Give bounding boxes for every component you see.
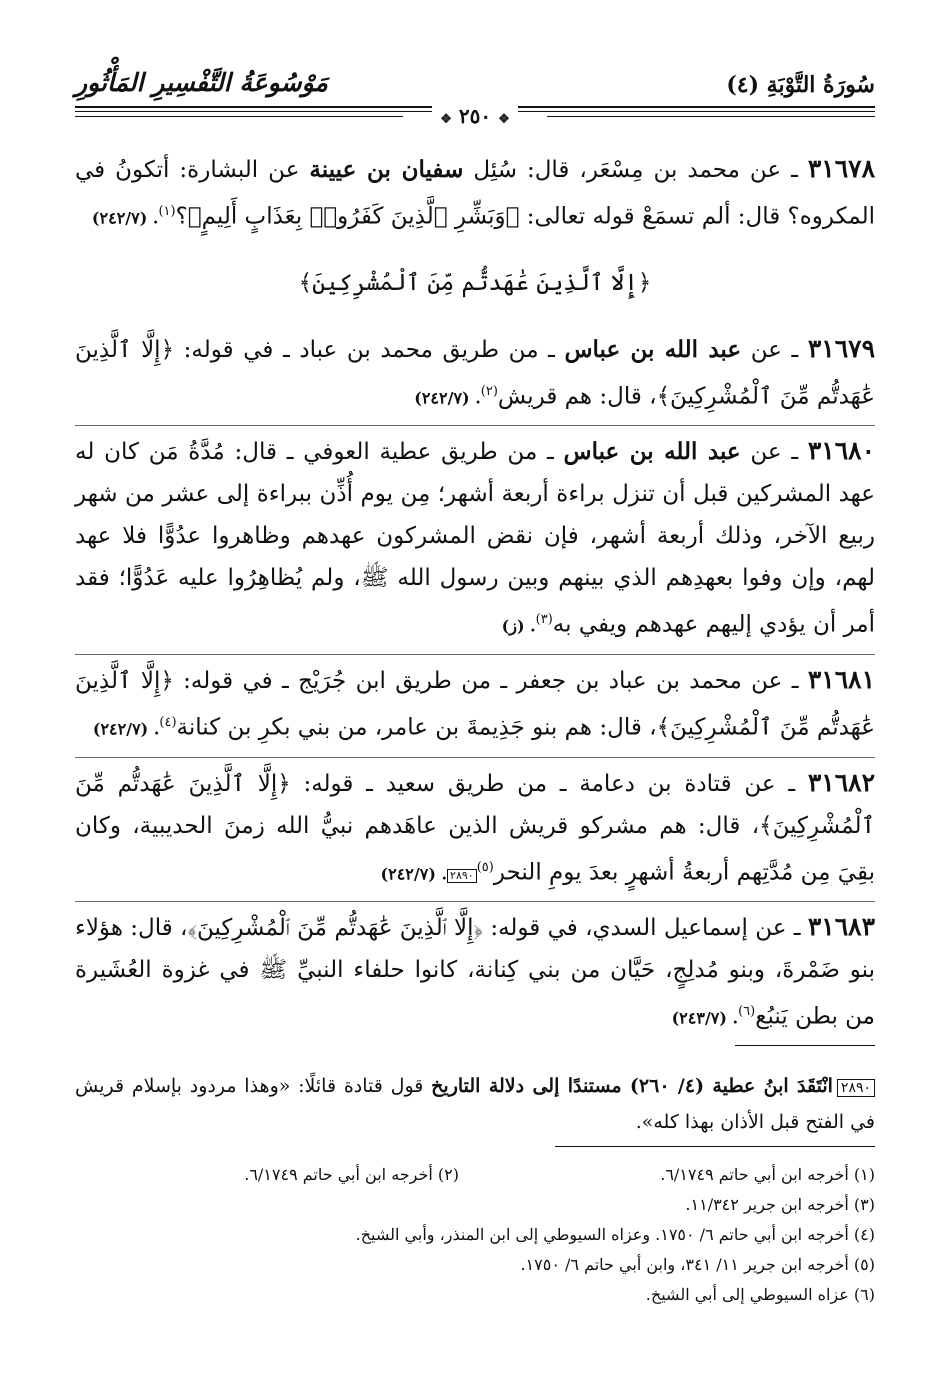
ornament-icon: ❖ [498,112,510,127]
footnote-marker: (٢) [480,383,498,399]
narration-number: ٣١٦٨٣ [807,912,875,942]
commentary-lead: انْتَقَدَ ابنُ عطية (٤/ ٢٦٠) مستندًا إلى دلالة التاريخ [431,1075,833,1097]
page-number-line-left [75,116,403,117]
quran-verse: ﴿وَبَشِّرِ ٱلَّذِينَ كَفَرُوا۟ بِعَذَابٍ أَلِيمٍ﴾ [187,203,520,230]
narration-entry [75,148,875,240]
volume-reference: . (٢٤٢/٧) [380,864,448,884]
narration-text: ، قال: هم مشركو قريش الذين عاهَدهم نبيُّ الله زمنَ الحديبية، وكان بقِيَ مِن مُدَّتِهم أربعةُ أشهرٍ بعدَ يومِ النحر [75,812,875,886]
quran-verse: ﴿إِلَّا ٱلَّذِينَ عَٰهَدتُّم مِّنَ ٱلْمُشْرِكِينَ﴾ [75,667,875,741]
entry-separator [75,425,875,426]
narrator-name: عبد الله بن عباس [564,335,742,363]
page-number-line-right [547,116,875,117]
narration-entry [75,430,875,648]
quran-verse: ﴿إِلَّا ٱلَّذِينَ عَٰهَدتُّم مِّنَ ٱلْمُشْرِكِينَ﴾ [75,336,875,410]
commentary-rule [735,1045,875,1046]
ornament-icon: ❖ [440,112,452,127]
page-header [75,68,875,108]
footnotes-rule [555,1146,875,1147]
quran-verse: ﴿إِلَّا ٱلَّذِينَ عَٰهَدتُّم مِّنَ ٱلْمُشْرِكِينَ﴾ [75,770,875,839]
footnote: (٣) أخرجه ابن جرير ١١/٣٤٢. [685,1195,875,1214]
quran-verse: ﴿إِلَّا ٱلَّذِينَ عَٰهَدتُّم مِّنَ ٱلْمُشْرِكِينَ﴾ [187,915,483,942]
narration-number: ٣١٦٨٠ [807,436,875,466]
narration-text: ـ عن محمد بن مِسْعَر، قال: سُئِل [463,157,808,183]
entry-separator [75,757,875,758]
surah-title: سُورَةُ التَّوْبَةِ (٤) [726,72,875,98]
footnote-marker: (١) [158,204,176,219]
main-text [75,148,875,1046]
narration-text: ـ عن إسماعيل السدي، في قوله: [483,915,808,942]
footnote-row [75,1160,875,1190]
narration-text: ـ عن [741,336,808,363]
footnote: (١) أخرجه ابن أبي حاتم ٦/١٧٤٩. [660,1165,875,1184]
narrator-name: سفيان بن عيينة [309,156,464,183]
footnote-marker: (٥) [476,859,494,875]
footnote-marker: (٦) [738,1004,756,1020]
page-number-row [75,104,875,130]
book-title: مَوْسُوعَةُ التَّفْسِيرِ المَأْثُورِ [75,68,328,97]
entry-separator [75,901,875,902]
narration-text: ـ من طريق محمد بن عباد ـ في قوله: [174,336,565,363]
verse-heading: ﴿إِلَّا ٱلَّذِينَ عَٰهَدتُّم مِّنَ ٱلْمُشْرِكِينَ﴾ [298,269,652,296]
narration-number: ٣١٦٧٨ [807,154,876,183]
page-number-value: ٢٥٠ [458,104,492,128]
narrator-name: عبد الله بن عباس [563,438,741,466]
narration-text: ـ عن قتادة بن دعامة ـ من طريق سعيد ـ قوله: [290,770,808,797]
commentary-note [75,1068,875,1140]
volume-reference: . (٢٤٢/٧) [92,719,160,739]
narration-number: ٣١٦٧٩ [807,333,876,363]
volume-reference: . (٢٤٣/٧) [671,1008,739,1028]
entry-separator [75,654,875,655]
narration-text: ـ عن محمد بن عباد بن جعفر ـ من طريق ابن جُرَيْج ـ في قوله: [173,667,808,694]
footnote: (٤) أخرجه ابن أبي حاتم ٦/ ١٧٥٠. وعزاه السيوطي إلى ابن المنذر، وأبي الشيخ. [355,1225,875,1244]
narration-number: ٣١٦٨٢ [807,767,875,797]
volume-reference: . (٢٤٢/٧) [414,388,481,408]
narration-text: ، قال: هم بنو جَذِيمةَ بن عامر، من بني بكرِ بن كنانة [176,714,657,741]
volume-reference: . (ز) [501,616,536,636]
narration-number: ٣١٦٨١ [807,664,875,694]
narration-entry [75,906,875,1040]
commentary-marker: ٢٨٩٠ [447,869,477,883]
narration-entry [75,659,875,751]
narration-entry [75,762,875,896]
narration-text: ، قال: هؤلاء بنو ضَمْرةَ، وبنو مُدلِجٍ، حَيَّان من بني كِنانة، كانوا حلفاء النبيِّ ﷺ في غزوة العُشَيرة من بطن يَنبُع [75,915,875,1030]
footnote: (٦) عزاه السيوطي إلى أبي الشيخ. [645,1285,875,1304]
narration-text: ـ عن [740,439,808,466]
commentary-text: قول قتادة قائلًا: «وهذا مردود بإسلام قريش في الفتح قبل الأذان بهذا كله». [75,1075,875,1133]
commentary-number: ٢٨٩٠ [837,1079,875,1097]
footnote: (٢) أخرجه ابن أبي حاتم ٦/١٧٤٩. [244,1165,459,1184]
narration-text: ـ من طريق عطية العوفي ـ قال: مُدَّةُ مَن كان له عهد المشركين قبل أن تنزل براءة أربعة أشهر؛ مِن يوم أُذِّن ببراءة إلى عشر من شهر ربيع الآخر، وذلك أربعة أشهر، فإن نقض المشركون عهدهم وظاهروا عدُوًّا فلا عهد لهم، وإن وفوا بعهدِهم الذي بينهم وبين رسول الله ﷺ، ولم يُظاهِرُوا عليه عَدُوًّا؛ فقد أمر أن يؤدي إليهم عهدهم ويفي به [75,439,875,638]
narration-text: عن البشارة: أتكونُ في المكروه؟ قال: ألم تسمَعْ قوله تعالى: [75,157,875,230]
page-number [432,104,517,128]
narration-entry [75,328,875,420]
footnote-marker: (٣) [535,612,553,628]
footnote: (٥) أخرجه ابن جرير ١١/ ٣٤١، وابن أبي حاتم ٦/ ١٧٥٠. [520,1255,875,1274]
footnotes [75,1160,875,1310]
volume-reference: . (٢٤٢/٧) [91,208,159,228]
narration-text: ، قال: هم قريش [497,383,657,410]
footnote-marker: (٤) [159,714,177,730]
narration-text: ؟ [175,203,188,230]
